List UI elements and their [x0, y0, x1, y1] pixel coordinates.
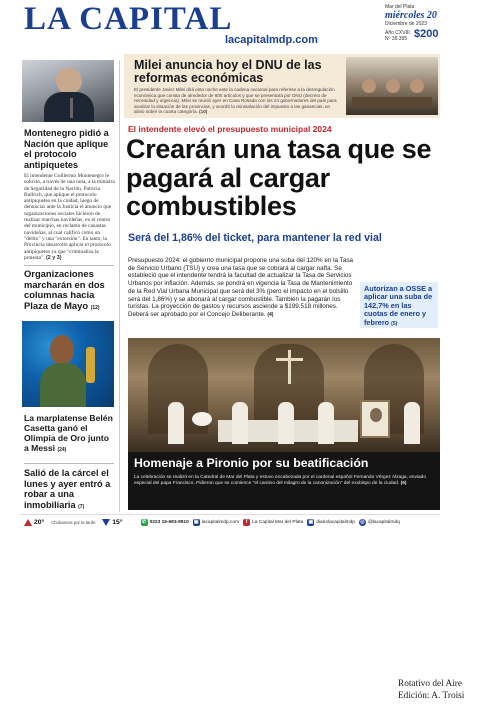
belen-casetta-photo: [22, 321, 114, 407]
cathedral-headline: Homenaje a Pironio por su beatificación: [134, 456, 369, 470]
arrow-down-icon: [102, 519, 110, 526]
temp-min: 15°: [102, 519, 122, 526]
belen-headline: La marplatense Belén Casetta ganó el Olimpia de Oro junto a Messi (24): [24, 413, 113, 453]
main-body: Presupuesto 2024: el gobierno municipal propone una suba del 120% en la Tasa de Servicio Urbano (TSU) y crea una tasa que se cobrará al cargar nafta. Se estableció que el intendente tendrá la facultad de actualizar la Tasa de Servicios Urbanos por inflación. Además, se pondrá en vigencia la Tasa de Mantenimiento de la Red Vial Urbana Municipal que será del 3% (pero el impacto en el bolsillo será del 1,86%) y se abonará al cargar combustible. También la pagarán los turistas. La proyección de gastos y recursos asciende a $199.518 millones. Deberá ser aprobado por el Concejo Deliberante. (4): [128, 257, 353, 318]
site-url: lacapitalmdp.com: [225, 34, 318, 46]
main-headline: Crearán una tasa que se pagará al cargar combustibles: [126, 134, 432, 221]
osse-side-box: Autorizan a OSSE a aplicar una suba de 142,7% en las cuotas de enero y febrero (5): [360, 282, 438, 328]
twitter-icon: ▣: [308, 519, 314, 525]
credits: [398, 678, 464, 702]
footer-bar: [20, 514, 440, 530]
web-contact: ▣ lacapitalmdp.com: [193, 519, 240, 525]
masthead-day: miércoles 20: [385, 10, 437, 21]
banner-headline: Milei anuncia hoy el DNU de las reformas económicas: [134, 58, 322, 85]
banner-text: El presidente Javier Milei dirá esta noche ante la cadena nacional para referirse a la desregulación económica que consta de alrededor de 600 artículos y que se presentará por DNU (decreto de necesidad y urgencia). Milei se reunió ayer en Casa Rosada con los 24 gobernadores del país para analizar la situación de las provincias, y acordó la reinstalación del impuesto a las ganancias, un alivio sobre la cuarta categoría. (10): [134, 87, 337, 115]
facebook-contact: f La Capital Mar del Plata: [243, 519, 303, 526]
carcel-headline: Salió de la cárcel el lunes y ayer entró a robar a una inmobiliaria (7): [24, 468, 111, 510]
instagram-contact: ◎ @lacapitalmdq: [360, 519, 400, 525]
newspaper-logo: LA CAPITAL: [24, 1, 233, 37]
arrow-up-icon: [24, 519, 32, 526]
whatsapp-contact: ✆ 0223 15-683-8910: [141, 519, 189, 525]
pironio-portrait: [360, 400, 390, 438]
credits-line-2: Edición: A. Troisi: [398, 691, 465, 701]
temp-max: 20°: [24, 519, 44, 526]
divider: [24, 265, 114, 266]
main-kicker: El intendente elevó el presupuesto municipal 2024: [128, 124, 332, 134]
twitter-contact: ▣ diariolacapitalmdp: [308, 519, 355, 525]
cathedral-text: La celebración se realizó en la Catedral de Mar del Plata y estuvo encabezada por el cardenal español Fernando Vérgez Alzaga, enviado especial del papa Francisco. Pidieron que se comience "el camino del milagro de la canonización" del exobispo de la ciudad. (6): [134, 475, 426, 486]
credits-line-1: Rotativo del Aire: [398, 679, 463, 689]
montenegro-text: El intendente Guillermo Montenegro le solicitó, a través de una nota, a la ministra de Seguridad de la Nación, Patricia Bullrich, que aplique el protocolo antipiquetes en la ciudad, luego de denunciar ante la Justicia el anuncio que organizaciones sociales hicieron de realizar marchas navideñas, en el centro del municipio, en reclamo de canastas navideñas, al cual calificó como un "delito" y una "extorsión". En tanto, la Provincia desarrolló aplicar el protocolo antipiquetes ya que "criminaliza la protesta". (2 y 3): [24, 173, 115, 261]
masthead-date: Diciembre de 2023: [385, 21, 427, 27]
weather-forecast: Chubascos por la tarde: [51, 520, 96, 525]
whatsapp-icon: ✆: [141, 519, 147, 525]
organizaciones-headline: Organizaciones marcharán en dos columnas hacia Plaza de Mayo (12): [24, 268, 105, 311]
page-content: [20, 2, 440, 530]
cathedral-photo: [128, 338, 440, 452]
montenegro-headline: Montenegro pidió a Nación que aplique el protocolo antipiquetes: [24, 128, 109, 170]
cathedral-caption-bar: [128, 452, 440, 510]
facebook-icon: f: [243, 519, 250, 526]
divider: [24, 463, 114, 464]
masthead-city: Mar del Plata: [385, 4, 415, 10]
montenegro-photo: [22, 60, 114, 122]
masthead-price: $200: [414, 28, 439, 40]
main-deck: Será del 1,86% del ticket, para mantener la red vial: [128, 232, 382, 244]
web-icon: ▣: [193, 519, 199, 525]
masthead-issue: Año CXVIII Nº 39.395: [385, 30, 410, 42]
instagram-icon: ◎: [360, 519, 365, 525]
